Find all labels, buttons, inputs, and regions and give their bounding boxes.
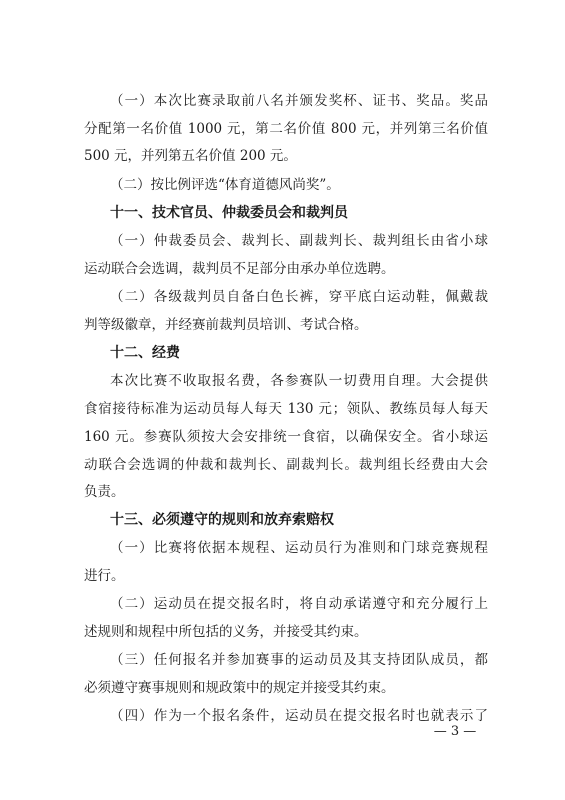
paragraph-line: （二）各级裁判员自备白色长裤，穿平底白运动鞋，佩戴裁 [110,289,488,305]
paragraph-line: 本次比赛不收取报名费，各参赛队一切费用自理。大会提供 [110,373,488,389]
paragraph-line: 进行。 [84,568,125,584]
section-heading: 十三、必须遵守的规则和放弃索赔权 [110,512,334,528]
paragraph-line: （一）比赛将依据本规程、运动员行为准则和门球竞赛规程 [110,540,488,556]
paragraph-line: 述规则和规程中所包括的义务，并接受其约束。 [84,624,368,640]
paragraph-line: 判等级徽章，并经赛前裁判员培训、考试合格。 [84,317,368,333]
paragraph-line: 动联合会选调的仲裁和裁判长、副裁判长。裁判组长经费由大会 [84,457,488,473]
page-number: — 3 — [433,724,477,739]
paragraph-line: （四）作为一个报名条件，运动员在提交报名时也就表示了 [110,708,488,724]
paragraph-line: 必须遵守赛事规则和规政策中的规定并接受其约束。 [84,680,395,696]
paragraph-line: 食宿接待标准为运动员每人每天 130 元；领队、教练员每人每天 [84,401,488,417]
paragraph-line: 分配第一名价值 1000 元，第二名价值 800 元，并列第三名价值 [84,121,488,137]
section-heading: 十二、经费 [110,345,180,361]
paragraph-line: （二）按比例评选“体育道德风尚奖”。 [110,177,340,193]
section-heading: 十一、技术官员、仲裁委员会和裁判员 [110,205,348,221]
paragraph-line: 500 元，并列第五名价值 200 元。 [84,148,297,164]
paragraph-line: （一）仲裁委员会、裁判长、副裁判长、裁判组长由省小球 [110,233,488,249]
paragraph-line: （二）运动员在提交报名时，将自动承诺遵守和充分履行上 [110,596,488,612]
paragraph-line: （三）任何报名并参加赛事的运动员及其支持团队成员，都 [110,652,488,668]
paragraph-line: （一）本次比赛录取前八名并颁发奖杯、证书、奖品。奖品 [110,93,488,109]
paragraph-line: 160 元。参赛队须按大会安排统一食宿，以确保安全。省小球运 [84,429,488,445]
paragraph-line: 运动联合会选调，裁判员不足部分由承办单位选聘。 [84,261,395,277]
paragraph-line: 负责。 [84,484,125,500]
